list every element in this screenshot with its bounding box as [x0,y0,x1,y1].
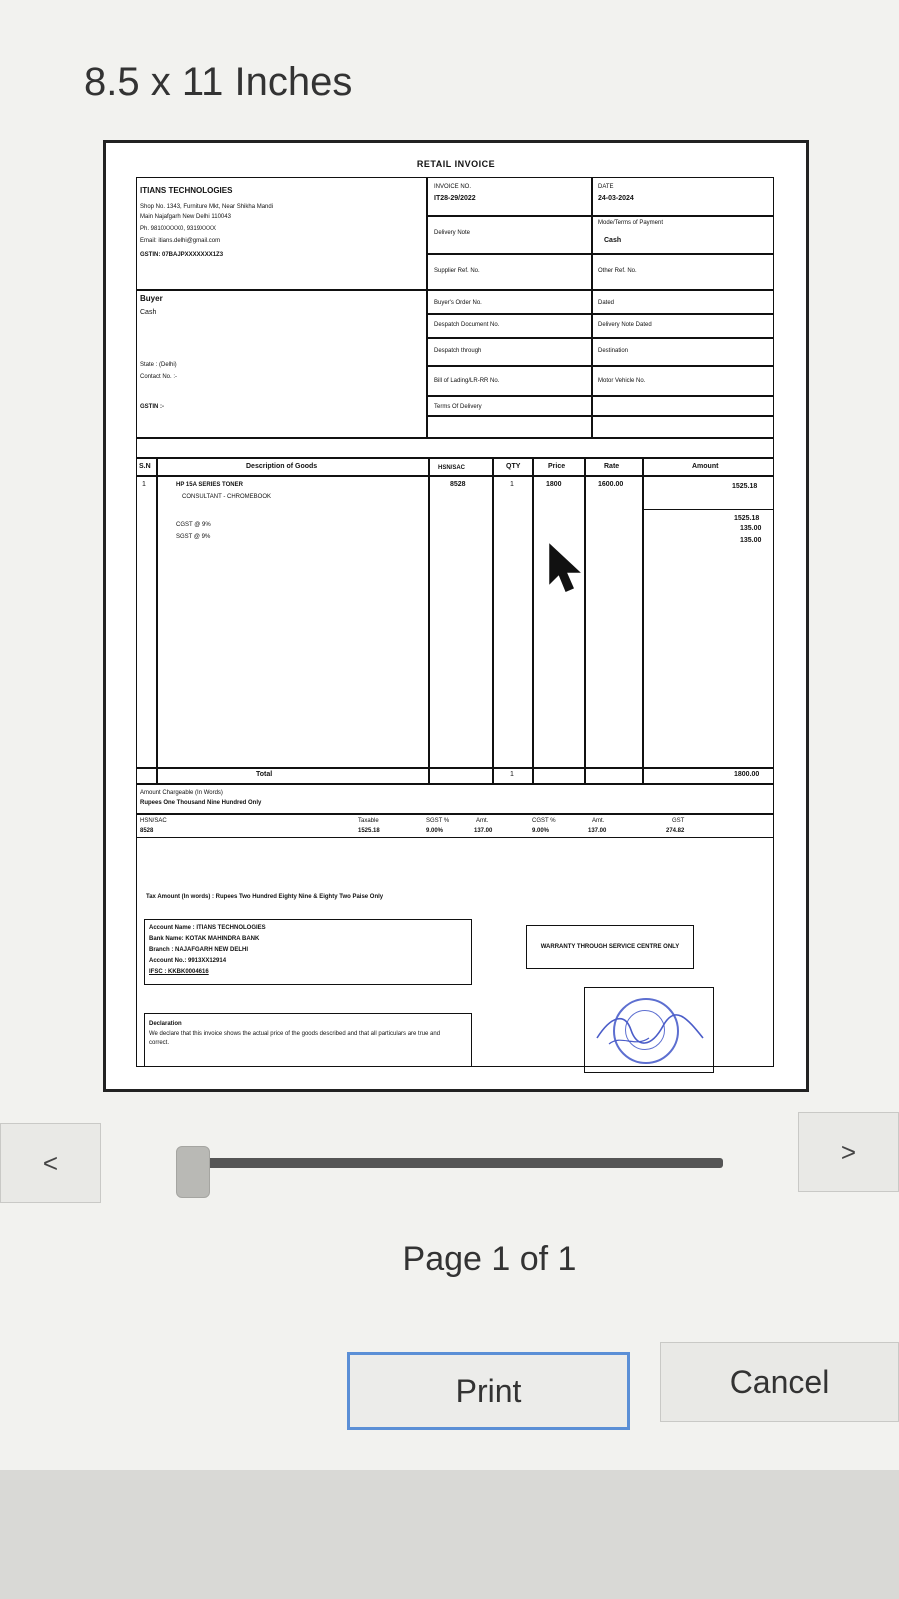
gst-value: 274.82 [666,828,685,834]
divider [426,253,774,255]
buyer-contact: Contact No. :- [140,374,178,380]
bank-details-box [144,919,472,985]
previous-page-button[interactable]: < [0,1123,101,1203]
divider [426,313,774,315]
total-label: Total [256,771,273,778]
sgst-percent-value: 9.00% [426,828,444,834]
seller-address-2: Main Najafgarh New Delhi 110043 [140,214,231,220]
declaration-box [144,1013,472,1067]
page-indicator: Page 1 of 1 [402,1240,577,1278]
buyers-order-no: Buyer's Order No. [434,300,482,306]
tax-hsn-label: HSN/SAC [140,818,167,824]
divider [136,767,774,769]
bank-account-no: Account No.: 9913XX12914 [149,958,227,964]
invoice-no-label: INVOICE NO. [434,184,472,190]
taxable-label: Taxable [358,818,379,824]
paper-size-label: 8.5 x 11 Inches [84,60,353,104]
gst-label: GST [672,818,685,824]
divider [426,215,774,217]
background-strip [0,1470,899,1599]
declaration-text: We declare that this invoice shows the actual price of the goods described and that all particulars are true and correct. [149,1031,441,1046]
col-amount: Amount [692,463,719,470]
sgst-amt-label: Amt. [476,818,489,824]
col-sn: S.N [139,463,151,470]
divider [428,457,430,783]
divider [426,395,774,397]
print-button[interactable]: Print [347,1352,630,1430]
signature-scribble-icon [591,1008,709,1054]
sgst-amt-value: 137.00 [474,828,493,834]
payment-mode-label: Mode/Terms of Payment [598,220,664,226]
bill-of-lading: Bill of Lading/LR-RR No. [434,378,500,384]
cgst-line: CGST @ 9% [176,522,211,528]
cgst-amt-value: 137.00 [588,828,607,834]
seller-name: ITIANS TECHNOLOGIES [140,186,233,195]
divider [156,457,158,783]
invoice-document [136,153,776,1069]
divider [136,475,774,477]
amount-words-label: Amount Chargeable (In Words) [140,790,223,796]
subtotal-amount: 1525.18 [734,515,760,522]
invoice-title: RETAIL INVOICE [416,159,496,169]
bank-ifsc: IFSC : KKBK0004616 [149,969,209,975]
divider [136,289,426,291]
dispatch-doc-no: Despatch Document No. [434,322,500,328]
amount-words: Rupees One Thousand Nine Hundred Only [140,800,262,806]
motor-vehicle-no: Motor Vehicle No. [598,378,646,384]
item-price: 1800 [546,481,562,488]
delivery-note: Delivery Note [434,230,471,236]
divider [642,509,774,510]
col-hsn: HSN/SAC [438,465,466,471]
cgst-amount: 135.00 [740,525,762,532]
divider [426,289,774,291]
divider [584,457,586,783]
divider [426,415,774,417]
other-ref: Other Ref. No. [598,268,637,274]
sgst-amount: 135.00 [740,537,762,544]
col-price: Price [548,463,566,470]
buyer-label: Buyer [140,294,163,303]
invoice-no-value: IT28-29/2022 [434,195,476,202]
seller-address-1: Shop No. 1343, Furniture Mkt, Near Shikha Mandi [140,204,274,210]
divider [136,813,774,815]
divider [136,783,774,785]
seller-gstin: GSTIN: 07BAJPXXXXXXX1Z3 [140,252,224,258]
terms-of-delivery: Terms Of Delivery [434,404,482,410]
item-rate: 1600.00 [598,481,624,488]
divider [136,437,774,439]
col-description: Description of Goods [246,463,318,470]
next-page-button[interactable]: > [798,1112,899,1192]
cancel-button[interactable]: Cancel [660,1342,899,1422]
cgst-percent-value: 9.00% [532,828,550,834]
date-value: 24-03-2024 [598,195,634,202]
print-preview [103,140,809,1092]
divider [532,457,534,783]
item-amount: 1525.18 [732,483,758,490]
item-description: HP 15A SERIES TONER [176,482,243,488]
supplier-ref: Supplier Ref. No. [434,268,480,274]
date-label: DATE [598,184,614,190]
warranty-text: WARRANTY THROUGH SERVICE CENTRE ONLY [540,943,680,950]
page-slider-track[interactable] [205,1158,723,1168]
total-amount: 1800.00 [734,771,760,778]
buyer-state: State : (Delhi) [140,362,177,368]
bank-account-name: Account Name : ITIANS TECHNOLOGIES [149,925,266,931]
seller-email: Email: itians.delhi@gmail.com [140,238,221,244]
col-rate: Rate [604,463,620,470]
seller-phone: Ph. 9810XXXX0, 9319XXXX [140,226,217,232]
divider [426,365,774,367]
buyer-name: Cash [140,309,157,316]
warranty-box [526,925,694,969]
item-subtitle: CONSULTANT - CHROMEBOOK [182,494,272,500]
item-sn: 1 [142,481,146,488]
sgst-percent-label: SGST % [426,818,450,824]
item-qty: 1 [510,481,514,488]
destination: Destination [598,348,629,354]
declaration-label: Declaration [149,1021,182,1027]
divider [136,457,774,459]
cgst-percent-label: CGST % [532,818,556,824]
dated-label: Dated [598,300,615,306]
bank-name: Bank Name: KOTAK MAHINDRA BANK [149,936,260,942]
dispatch-through: Despatch through [434,348,482,354]
tax-hsn-value: 8528 [140,828,154,834]
bank-branch: Branch : NAJAFGARH NEW DELHI [149,947,249,953]
delivery-note-date: Delivery Note Dated [598,322,652,328]
total-qty: 1 [510,771,514,778]
mouse-cursor-icon [548,543,584,595]
buyer-gstin: GSTIN :- [140,404,164,410]
item-hsn: 8528 [450,481,466,488]
divider [642,457,644,783]
signature-box [584,987,714,1073]
sgst-line: SGST @ 9% [176,534,211,540]
payment-mode-value: Cash [604,237,622,244]
page-slider-thumb[interactable] [176,1146,210,1198]
taxable-value: 1525.18 [358,828,380,834]
divider [136,837,774,838]
divider [426,337,774,339]
cgst-amt-label: Amt. [592,818,605,824]
tax-amount-words: Tax Amount (In words) : Rupees Two Hundred Eighty Nine & Eighty Two Paise Only [146,894,384,900]
divider [492,457,494,783]
col-qty: QTY [506,463,521,470]
